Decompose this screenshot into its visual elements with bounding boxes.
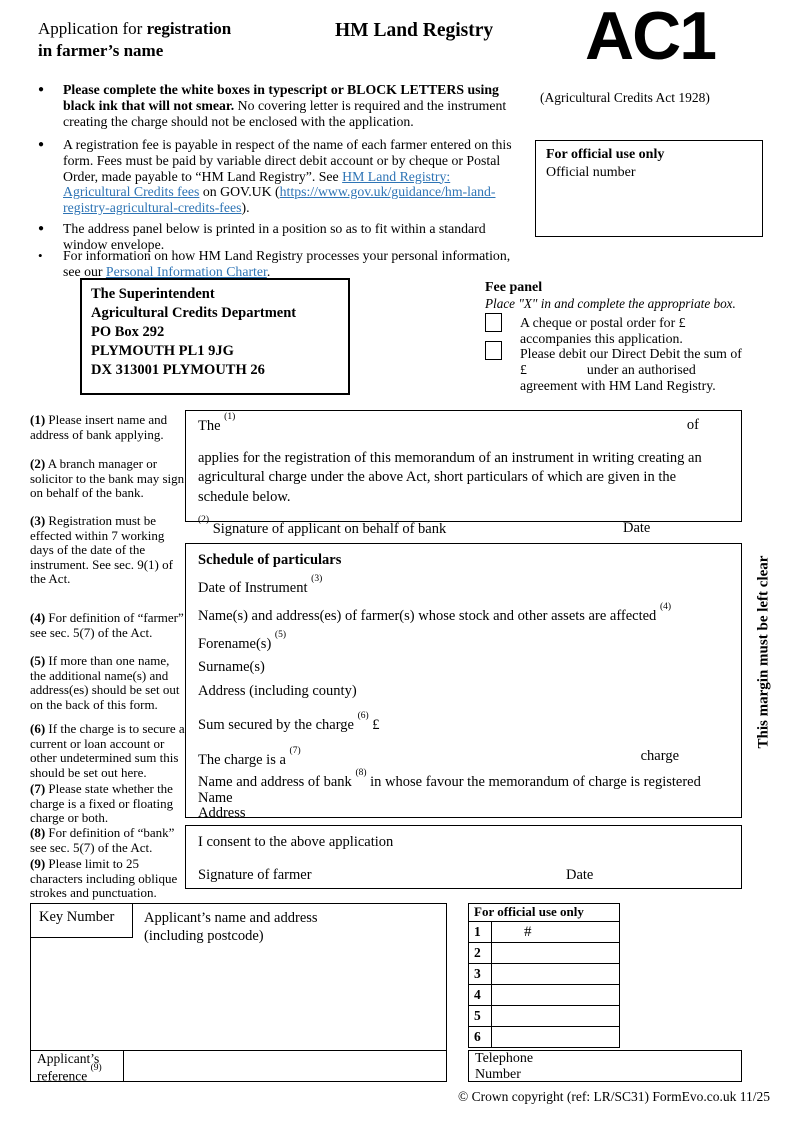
official-number-label: Official number bbox=[546, 165, 636, 180]
bank-name-label: Name bbox=[198, 789, 233, 806]
official-row-5-value[interactable] bbox=[492, 1006, 619, 1026]
official-row-4: 4 bbox=[469, 985, 619, 1006]
cheque-option-line2: accompanies this application. bbox=[520, 330, 683, 346]
official-row-2: 2 bbox=[469, 943, 619, 964]
bullet2-text2: on GOV.UK ( bbox=[199, 184, 280, 200]
note-4: (4) For definition of “farmer” see sec. 5(7) of the Act. bbox=[30, 610, 184, 640]
bank-name-address-label-rest: in whose favour the memorandum of charge is registered bbox=[366, 773, 701, 790]
note-6: (6) If the charge is to secure a current or loan account or other undetermined sum this should be set out here. bbox=[30, 721, 185, 780]
official-row-4-value[interactable] bbox=[492, 985, 619, 1005]
fee-panel-title: Fee panel bbox=[485, 280, 543, 295]
forenames-label: Forename(s) bbox=[198, 635, 275, 652]
farmer-signature-label: Signature of farmer bbox=[198, 867, 312, 883]
note-7: (7) Please state whether the charge is a fixed or floating charge or both. bbox=[30, 781, 174, 826]
application-body: applies for the registration of this memorandum of an instrument in writing creating an agricultural charge under the above Act, short particulars of which are given in the schedule below. bbox=[198, 449, 702, 505]
cheque-option-label bbox=[520, 315, 760, 347]
bullet2-text3: ). bbox=[241, 200, 250, 216]
official-row-6-value[interactable] bbox=[492, 1027, 619, 1048]
agency-title: HM Land Registry bbox=[335, 20, 494, 41]
schedule-title: Schedule of particulars bbox=[198, 552, 342, 568]
official-row-3: 3 bbox=[469, 964, 619, 985]
note-ref-5: (5) bbox=[274, 629, 286, 640]
address-line: DX 313001 PLYMOUTH 26 bbox=[91, 362, 265, 378]
official-row-2-value[interactable] bbox=[492, 943, 619, 963]
direct-debit-line2: under an authorised bbox=[586, 361, 696, 377]
address-line: The Superintendent bbox=[91, 286, 215, 302]
bank-signature-label: Signature of applicant on behalf of bank bbox=[209, 521, 447, 538]
address-panel bbox=[80, 278, 350, 395]
title-line2: in farmer’s name bbox=[38, 41, 164, 60]
note-ref-1: (1) bbox=[224, 412, 236, 422]
applicant-name-address-label[interactable]: Applicant’s name and address (including postcode) bbox=[144, 910, 318, 944]
cheque-checkbox[interactable] bbox=[485, 313, 502, 332]
official-table-title: For official use only bbox=[469, 904, 619, 922]
bullet-fee-info bbox=[38, 137, 518, 216]
note-ref-4: (4) bbox=[659, 601, 672, 612]
note-5: (5) If more than one name, the additional name(s) and address(es) should be set out on the back of this form. bbox=[30, 653, 180, 712]
fees-url-link[interactable]: https://www.gov.uk/guidance/hm-land-registry-agricultural-credits-fees bbox=[63, 184, 496, 216]
bullet4-text1: For information on how HM Land Registry processes your personal information, see our bbox=[63, 248, 511, 279]
applicant-reference-cell[interactable]: Applicant’s reference $^{(9)}$ bbox=[31, 1051, 124, 1081]
note-3: (3) Registration must be effected within 7 working days of the date of the instrument. See sec. 9(1) of the Act. bbox=[30, 513, 173, 587]
bullet1-rest: No covering letter is required and the instrument creating the charge should not be enclosed with the application. bbox=[63, 97, 507, 129]
direct-debit-checkbox[interactable] bbox=[485, 341, 502, 360]
applicant-reference-field[interactable] bbox=[124, 1051, 446, 1081]
address-line: PLYMOUTH PL1 9JG bbox=[91, 343, 234, 359]
copyright-footer: © Crown copyright (ref: LR/SC31) FormEvo.co.uk 11/25 bbox=[458, 1089, 770, 1104]
note-2: (2) A branch manager or solicitor to the bank may sign on behalf of the bank. bbox=[30, 456, 185, 501]
bullet2-text1: A registration fee is payable in respect of the name of each farmer entered on this form. Fees must be paid by variable direct debit account or by cheque or Postal Order, made payable to “HM Land Registry”. See bbox=[63, 137, 512, 184]
note-8: (8) For definition of “bank” see sec. 5(7) of the Act. bbox=[30, 825, 175, 855]
consent-box[interactable] bbox=[185, 825, 742, 889]
direct-debit-option-label bbox=[520, 346, 760, 393]
margin-clear-note: This margin must be left clear bbox=[755, 555, 772, 749]
act-subtitle: (Agricultural Credits Act 1928) bbox=[540, 90, 710, 105]
fee-panel bbox=[485, 280, 765, 393]
direct-debit-pound: £ bbox=[520, 361, 527, 377]
note-9: (9) Please limit to 25 characters including oblique strokes and punctuation. bbox=[30, 856, 178, 901]
bank-date-label: Date bbox=[623, 520, 651, 537]
farmer-address-label: Address (including county) bbox=[198, 683, 357, 700]
pound-sign: £ bbox=[368, 717, 380, 734]
official-use-box bbox=[535, 140, 763, 237]
title-bold: registration bbox=[146, 19, 232, 38]
farmer-date-label: Date bbox=[566, 867, 594, 883]
telephone-number-box[interactable]: Telephone Number bbox=[468, 1050, 742, 1082]
bullet-icon: ● bbox=[38, 223, 45, 234]
official-row-1: 1 # bbox=[469, 922, 619, 943]
note-ref-7: (7) bbox=[289, 746, 301, 757]
official-use-table bbox=[468, 903, 620, 1048]
note-ref-9: (9) bbox=[90, 1063, 102, 1073]
cheque-option-line1: A cheque or postal order for £ bbox=[520, 315, 686, 330]
bullet-personal-info bbox=[38, 248, 528, 280]
surnames-label: Surname(s) bbox=[198, 659, 265, 676]
fees-link[interactable]: HM Land Registry: Agricultural Credits fees bbox=[63, 168, 451, 200]
bullet-icon: ● bbox=[38, 84, 45, 95]
note-1: (1) Please insert name and address of bank applying. bbox=[30, 412, 168, 442]
note-ref-8: (8) bbox=[355, 768, 367, 779]
bullet3-text: The address panel below is printed in a position so as to fit within a standard window envelope. bbox=[63, 221, 486, 252]
bullet-instructions-1 bbox=[38, 82, 516, 129]
official-row-3-value[interactable] bbox=[492, 964, 619, 984]
title-normal: Application for bbox=[38, 19, 147, 38]
bullet-icon: • bbox=[38, 248, 43, 263]
personal-information-charter-link[interactable]: Personal Information Charter bbox=[105, 263, 267, 279]
direct-debit-line3: agreement with HM Land Registry. bbox=[520, 377, 716, 393]
date-of-instrument-label: Date of Instrument bbox=[198, 579, 312, 596]
bullet-icon: ● bbox=[38, 139, 45, 150]
schedule-box[interactable] bbox=[185, 543, 742, 822]
sum-secured-label: Sum secured by the charge bbox=[198, 717, 358, 734]
the-label: The bbox=[198, 417, 225, 434]
fee-panel-instruction: Place "X" in and complete the appropriate box. bbox=[485, 295, 736, 311]
consent-statement: I consent to the above application bbox=[198, 834, 394, 850]
bullet1-bold: Please complete the white boxes in typescript or BLOCK LETTERS using black ink that will not smear. bbox=[63, 82, 499, 113]
of-label: of bbox=[686, 417, 699, 433]
form-code: AC1 bbox=[585, 0, 716, 74]
charge-type-label: The charge is a bbox=[198, 752, 290, 769]
key-number-cell[interactable]: Key Number bbox=[31, 904, 133, 938]
note-ref-3: (3) bbox=[311, 574, 323, 584]
note-ref-2: (2) bbox=[198, 515, 210, 526]
application-box[interactable] bbox=[185, 410, 742, 538]
official-use-title: For official use only bbox=[546, 147, 665, 162]
address-line: Agricultural Credits Department bbox=[91, 305, 297, 321]
bank-name-address-label: Name and address of bank bbox=[198, 773, 356, 790]
applicant-table bbox=[30, 903, 447, 1082]
charge-word: charge bbox=[640, 748, 679, 765]
official-row-1-value[interactable]: # bbox=[524, 924, 532, 940]
address-line: PO Box 292 bbox=[91, 324, 165, 340]
official-row-5: 5 bbox=[469, 1006, 619, 1027]
direct-debit-line1: Please debit our Direct Debit the sum of bbox=[520, 346, 742, 361]
bullet4-text2: . bbox=[266, 263, 271, 279]
page-title bbox=[38, 18, 231, 62]
farmer-names-label: Name(s) and address(es) of farmer(s) whose stock and other assets are affected bbox=[198, 607, 660, 624]
official-row-6: 6 bbox=[469, 1027, 619, 1048]
note-ref-6: (6) bbox=[357, 711, 369, 722]
bank-address-label: Address bbox=[198, 805, 246, 822]
